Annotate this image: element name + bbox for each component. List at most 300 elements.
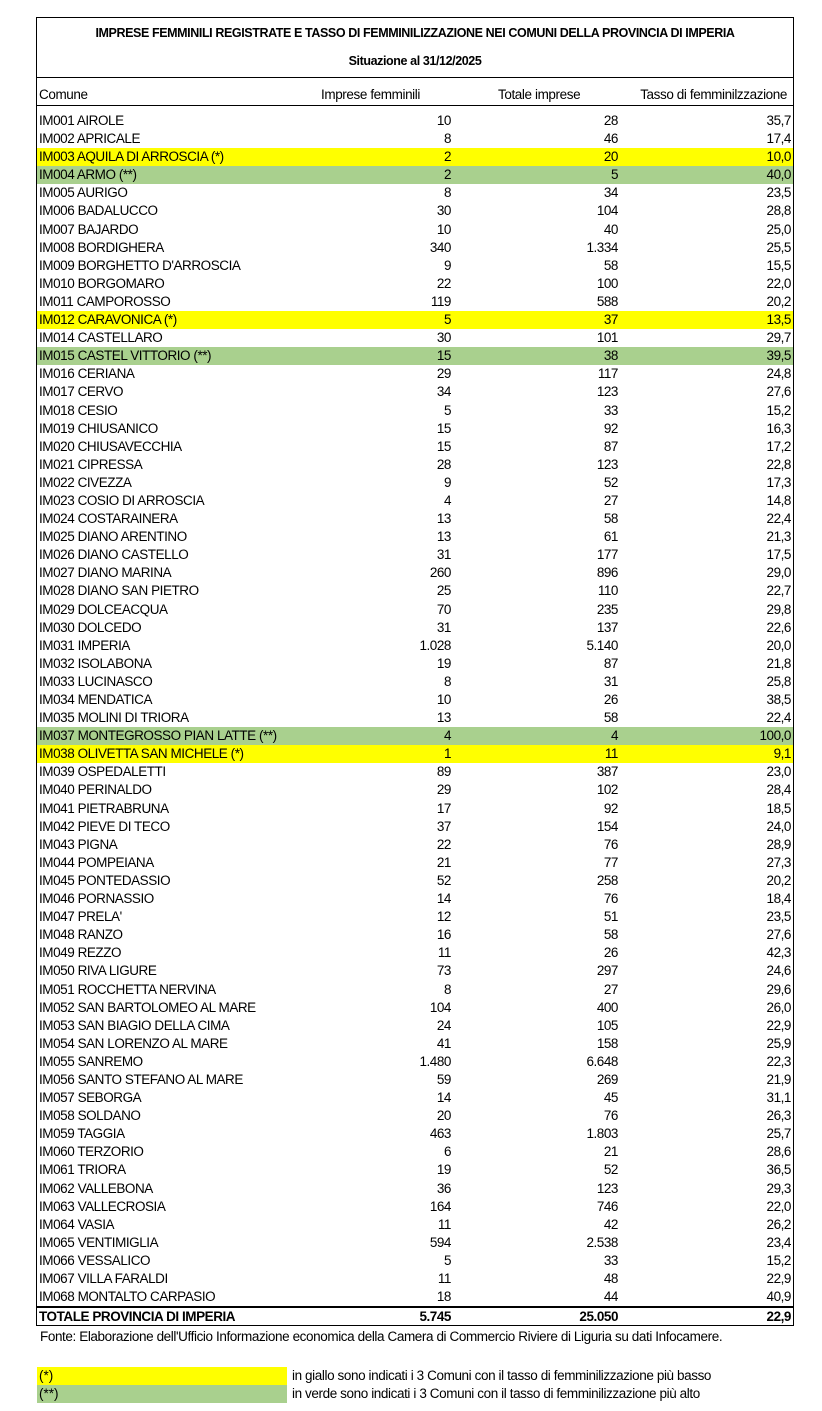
cell-comune: IM056 SANTO STEFANO AL MARE	[39, 1071, 243, 1087]
cell-tasso: 22,0	[766, 275, 791, 291]
cell-comune: IM066 VESSALICO	[39, 1252, 151, 1268]
total-label: TOTALE PROVINCIA DI IMPERIA	[39, 1309, 236, 1325]
table-row	[37, 1234, 793, 1252]
cell-imprese-femminili: 8	[443, 185, 451, 201]
cell-comune: IM068 MONTALTO CARPASIO	[39, 1289, 216, 1305]
cell-imprese-femminili: 10	[436, 221, 451, 237]
cell-totale-imprese: 896	[596, 565, 618, 581]
cell-totale-imprese: 400	[596, 999, 618, 1015]
cell-comune: IM028 DIANO SAN PIETRO	[39, 583, 199, 599]
table-row	[37, 727, 793, 745]
cell-comune: IM047 PRELA'	[39, 909, 122, 925]
cell-imprese-femminili: 28	[436, 456, 451, 472]
table-row	[37, 1198, 793, 1216]
cell-comune: IM045 PONTEDASSIO	[39, 872, 171, 888]
table-row	[37, 1216, 793, 1234]
cell-imprese-femminili: 34	[436, 384, 451, 400]
cell-comune: IM033 LUCINASCO	[39, 673, 153, 689]
table-subtitle: Situazione al 31/12/2025	[348, 54, 482, 68]
cell-imprese-femminili: 16	[436, 927, 451, 943]
cell-comune: IM053 SAN BIAGIO DELLA CIMA	[39, 1017, 230, 1033]
table-row	[37, 148, 793, 166]
cell-comune: IM050 RIVA LIGURE	[39, 963, 157, 979]
cell-comune: IM016 CERIANA	[39, 366, 135, 382]
cell-imprese-femminili: 1.028	[419, 637, 451, 653]
table-row	[37, 1107, 793, 1125]
cell-totale-imprese: 76	[603, 836, 618, 852]
cell-tasso: 22,3	[766, 1053, 791, 1069]
cell-comune: IM040 PERINALDO	[39, 782, 152, 798]
header-imprese-femminili: Imprese femminili	[321, 87, 420, 102]
cell-imprese-femminili: 12	[436, 909, 451, 925]
cell-tasso: 18,4	[766, 891, 791, 907]
cell-imprese-femminili: 4	[443, 492, 451, 508]
cell-totale-imprese: 31	[603, 673, 618, 689]
cell-imprese-femminili: 2	[443, 167, 451, 183]
cell-imprese-femminili: 14	[436, 891, 451, 907]
cell-tasso: 40,9	[766, 1289, 791, 1305]
cell-tasso: 24,0	[766, 818, 791, 834]
cell-comune: IM055 SANREMO	[39, 1053, 143, 1069]
table-row	[37, 673, 793, 691]
cell-totale-imprese: 52	[603, 474, 618, 490]
table-row	[37, 691, 793, 709]
cell-tasso: 26,3	[766, 1108, 791, 1124]
cell-totale-imprese: 102	[596, 782, 618, 798]
cell-tasso: 21,8	[766, 655, 791, 671]
cell-imprese-femminili: 13	[436, 511, 451, 527]
cell-imprese-femminili: 19	[436, 655, 451, 671]
cell-imprese-femminili: 52	[436, 872, 451, 888]
cell-tasso: 24,6	[766, 963, 791, 979]
table-row	[37, 582, 793, 600]
cell-tasso: 22,4	[766, 511, 791, 527]
legend-green-mark: (**)	[39, 1386, 59, 1401]
cell-imprese-femminili: 15	[436, 420, 451, 436]
cell-totale-imprese: 42	[603, 1216, 618, 1232]
table-row	[37, 546, 793, 564]
cell-imprese-femminili: 29	[436, 782, 451, 798]
cell-imprese-femminili: 11	[437, 1216, 451, 1232]
cell-comune: IM025 DIANO ARENTINO	[39, 529, 187, 545]
cell-comune: IM031 IMPERIA	[39, 637, 130, 653]
cell-tasso: 31,1	[766, 1090, 791, 1106]
cell-totale-imprese: 45	[603, 1090, 618, 1106]
table-row	[37, 655, 793, 673]
cell-comune: IM061 TRIORA	[39, 1162, 126, 1178]
cell-imprese-femminili: 104	[429, 999, 451, 1015]
cell-tasso: 28,9	[766, 836, 791, 852]
table-row	[37, 221, 793, 239]
table-row	[37, 510, 793, 528]
cell-comune: IM062 VALLEBONA	[39, 1180, 153, 1196]
cell-totale-imprese: 154	[596, 818, 618, 834]
cell-totale-imprese: 269	[596, 1071, 618, 1087]
cell-totale-imprese: 6.648	[586, 1053, 618, 1069]
cell-tasso: 29,0	[766, 565, 791, 581]
cell-imprese-femminili: 5	[443, 312, 451, 328]
cell-tasso: 25,9	[766, 1035, 791, 1051]
cell-imprese-femminili: 15	[436, 438, 451, 454]
cell-imprese-femminili: 260	[429, 565, 451, 581]
cell-totale-imprese: 58	[603, 257, 618, 273]
table-row	[37, 637, 793, 655]
total-tasso: 22,9	[766, 1309, 791, 1325]
cell-imprese-femminili: 8	[443, 673, 451, 689]
header-totale-imprese: Totale imprese	[498, 87, 581, 102]
cell-tasso: 39,5	[766, 348, 791, 364]
cell-comune: IM057 SEBORGA	[39, 1090, 142, 1106]
table-row	[37, 420, 793, 438]
cell-totale-imprese: 11	[604, 746, 618, 762]
cell-comune: IM067 VILLA FARALDI	[39, 1271, 168, 1286]
cell-tasso: 23,0	[766, 764, 791, 780]
table-row	[37, 456, 793, 474]
cell-comune: IM029 DOLCEACQUA	[39, 601, 168, 617]
cell-comune: IM024 COSTARAINERA	[39, 511, 178, 527]
cell-imprese-femminili: 37	[436, 818, 451, 834]
cell-imprese-femminili: 29	[436, 366, 451, 382]
cell-comune: IM051 ROCCHETTA NERVINA	[39, 981, 216, 997]
cell-comune: IM043 PIGNA	[39, 836, 118, 852]
cell-comune: IM003 AQUILA DI ARROSCIA (*)	[39, 149, 224, 165]
cell-comune: IM052 SAN BARTOLOMEO AL MARE	[39, 999, 256, 1015]
cell-tasso: 16,3	[766, 420, 791, 436]
cell-totale-imprese: 117	[597, 366, 618, 382]
cell-tasso: 18,5	[766, 800, 791, 816]
table-row	[37, 872, 793, 890]
cell-comune: IM064 VASIA	[39, 1216, 115, 1232]
cell-imprese-femminili: 9	[443, 474, 451, 490]
cell-tasso: 20,2	[766, 293, 791, 309]
cell-imprese-femminili: 463	[429, 1126, 451, 1142]
cell-comune: IM001 AIROLE	[39, 113, 124, 128]
cell-comune: IM012 CARAVONICA (*)	[39, 312, 177, 328]
cell-imprese-femminili: 8	[443, 981, 451, 997]
cell-imprese-femminili: 24	[436, 1017, 451, 1033]
cell-totale-imprese: 123	[596, 456, 618, 472]
cell-comune: IM038 OLIVETTA SAN MICHELE (*)	[39, 746, 244, 762]
cell-comune: IM017 CERVO	[39, 384, 124, 400]
cell-imprese-femminili: 21	[436, 854, 451, 870]
cell-tasso: 20,2	[766, 872, 791, 888]
cell-totale-imprese: 26	[603, 692, 618, 707]
cell-totale-imprese: 21	[603, 1144, 618, 1160]
cell-totale-imprese: 588	[596, 293, 618, 309]
cell-imprese-femminili: 594	[429, 1234, 451, 1250]
cell-totale-imprese: 297	[596, 963, 618, 979]
cell-imprese-femminili: 340	[429, 239, 451, 255]
cell-tasso: 29,3	[766, 1180, 791, 1196]
cell-tasso: 28,8	[766, 203, 791, 219]
cell-comune: IM022 CIVEZZA	[39, 474, 132, 490]
table-row	[37, 962, 793, 980]
cell-totale-imprese: 27	[603, 981, 618, 997]
cell-totale-imprese: 123	[596, 384, 618, 400]
cell-comune: IM014 CASTELLARO	[39, 330, 163, 346]
cell-tasso: 22,9	[766, 1017, 791, 1033]
cell-imprese-femminili: 6	[443, 1144, 451, 1160]
cell-totale-imprese: 2.538	[586, 1234, 618, 1250]
cell-comune: IM020 CHIUSAVECCHIA	[39, 438, 182, 454]
cell-tasso: 21,9	[766, 1071, 791, 1087]
cell-tasso: 22,6	[766, 619, 791, 635]
cell-totale-imprese: 87	[603, 438, 618, 454]
cell-imprese-femminili: 70	[436, 601, 451, 617]
cell-tasso: 22,8	[766, 456, 791, 472]
table-row	[37, 745, 793, 763]
cell-imprese-femminili: 25	[436, 583, 451, 599]
cell-imprese-femminili: 19	[436, 1162, 451, 1178]
cell-totale-imprese: 4	[610, 728, 618, 744]
cell-tasso: 38,5	[766, 692, 791, 707]
table-row	[37, 1035, 793, 1053]
cell-imprese-femminili: 20	[436, 1108, 451, 1124]
table-row	[37, 383, 793, 401]
table-header	[37, 78, 793, 106]
cell-totale-imprese: 158	[596, 1035, 618, 1051]
cell-totale-imprese: 87	[603, 655, 618, 671]
header-comune: Comune	[39, 87, 88, 102]
cell-tasso: 27,6	[766, 927, 791, 943]
cell-imprese-femminili: 2	[443, 149, 451, 165]
cell-tasso: 23,4	[766, 1234, 791, 1250]
cell-comune: IM041 PIETRABRUNA	[39, 800, 169, 816]
table-row	[37, 239, 793, 257]
cell-tasso: 22,7	[766, 583, 791, 599]
cell-tasso: 27,3	[766, 854, 791, 870]
cell-comune: IM032 ISOLABONA	[39, 655, 152, 671]
cell-tasso: 14,8	[766, 492, 791, 508]
cell-totale-imprese: 387	[596, 764, 618, 780]
cell-tasso: 15,5	[766, 257, 791, 273]
cell-comune: IM034 MENDATICA	[39, 692, 153, 707]
cell-totale-imprese: 1.334	[586, 239, 618, 255]
table-row	[37, 1252, 793, 1270]
legend-yellow-mark: (*)	[39, 1368, 54, 1383]
cell-tasso: 17,5	[766, 547, 791, 563]
legend-yellow-text: in giallo sono indicati i 3 Comuni con il tasso di femminilizzazione più basso	[292, 1368, 712, 1383]
cell-imprese-femminili: 36	[436, 1180, 451, 1196]
table-row	[37, 709, 793, 727]
cell-tasso: 26,2	[766, 1216, 791, 1232]
cell-totale-imprese: 33	[603, 402, 618, 418]
cell-comune: IM054 SAN LORENZO AL MARE	[39, 1035, 228, 1051]
table-row	[37, 1053, 793, 1071]
cell-totale-imprese: 5	[610, 167, 618, 183]
total-imprese-femminili: 5.745	[419, 1309, 451, 1325]
cell-tasso: 29,6	[766, 981, 791, 997]
table-row	[37, 564, 793, 582]
cell-totale-imprese: 28	[603, 113, 618, 128]
legend-green-swatch	[37, 1385, 287, 1403]
cell-totale-imprese: 100	[596, 275, 618, 291]
cell-totale-imprese: 104	[596, 203, 618, 219]
legend-green-text: in verde sono indicati i 3 Comuni con il tasso di femminilizzazione più alto	[292, 1386, 700, 1401]
cell-totale-imprese: 92	[603, 800, 618, 816]
table-row	[37, 944, 793, 962]
table-row	[37, 601, 793, 619]
cell-imprese-femminili: 59	[436, 1071, 451, 1087]
cell-totale-imprese: 58	[603, 927, 618, 943]
cell-imprese-femminili: 15	[436, 348, 451, 364]
cell-imprese-femminili: 13	[436, 529, 451, 545]
table-body	[37, 106, 793, 1306]
table-row	[37, 890, 793, 908]
cell-comune: IM044 POMPEIANA	[39, 854, 154, 870]
cell-imprese-femminili: 13	[436, 710, 451, 726]
cell-comune: IM027 DIANO MARINA	[39, 565, 172, 581]
cell-imprese-femminili: 164	[429, 1198, 451, 1214]
cell-totale-imprese: 51	[603, 909, 618, 925]
cell-comune: IM042 PIEVE DI TECO	[39, 818, 170, 834]
table-row	[37, 1017, 793, 1035]
cell-totale-imprese: 40	[603, 221, 618, 237]
cell-tasso: 27,6	[766, 384, 791, 400]
table-row	[37, 184, 793, 202]
cell-tasso: 29,7	[766, 330, 791, 346]
cell-tasso: 40,0	[766, 167, 791, 183]
cell-tasso: 36,5	[766, 1162, 791, 1178]
cell-totale-imprese: 77	[603, 854, 618, 870]
cell-comune: IM046 PORNASSIO	[39, 891, 154, 907]
cell-imprese-femminili: 73	[436, 963, 451, 979]
cell-imprese-femminili: 14	[436, 1090, 451, 1106]
table-row	[37, 257, 793, 275]
cell-imprese-femminili: 18	[436, 1289, 451, 1305]
cell-comune: IM006 BADALUCCO	[39, 203, 158, 219]
table-row	[37, 166, 793, 184]
cell-totale-imprese: 76	[603, 1108, 618, 1124]
cell-comune: IM023 COSIO DI ARROSCIA	[39, 492, 205, 508]
table-row	[37, 1143, 793, 1161]
table-row	[37, 1071, 793, 1089]
cell-tasso: 22,4	[766, 710, 791, 726]
table-row	[37, 347, 793, 365]
cell-totale-imprese: 746	[596, 1198, 618, 1214]
cell-imprese-femminili: 1	[443, 746, 451, 762]
cell-comune: IM002 APRICALE	[39, 131, 141, 147]
cell-totale-imprese: 27	[603, 492, 618, 508]
cell-tasso: 25,5	[766, 239, 791, 255]
table-row	[37, 908, 793, 926]
cell-comune: IM009 BORGHETTO D'ARROSCIA	[39, 257, 241, 273]
cell-totale-imprese: 105	[596, 1017, 618, 1033]
cell-tasso: 35,7	[766, 113, 791, 128]
table-row	[37, 1125, 793, 1143]
table-row	[37, 112, 793, 130]
cell-totale-imprese: 110	[597, 583, 618, 599]
cell-comune: IM058 SOLDANO	[39, 1108, 141, 1124]
cell-imprese-femminili: 22	[436, 836, 451, 852]
cell-tasso: 17,3	[766, 474, 791, 490]
cell-imprese-femminili: 119	[430, 293, 451, 309]
table-title-block	[37, 18, 793, 78]
cell-tasso: 25,0	[766, 221, 791, 237]
cell-imprese-femminili: 31	[436, 547, 451, 563]
cell-imprese-femminili: 11	[437, 945, 451, 961]
cell-comune: IM021 CIPRESSA	[39, 456, 143, 472]
cell-comune: IM011 CAMPOROSSO	[39, 293, 171, 309]
cell-comune: IM065 VENTIMIGLIA	[39, 1234, 159, 1250]
table-row	[37, 1089, 793, 1107]
cell-comune: IM063 VALLECROSIA	[39, 1198, 166, 1214]
cell-tasso: 42,3	[766, 945, 791, 961]
cell-comune: IM008 BORDIGHERA	[39, 239, 164, 255]
cell-imprese-femminili: 8	[443, 131, 451, 147]
cell-imprese-femminili: 22	[436, 275, 451, 291]
cell-totale-imprese: 38	[603, 348, 618, 364]
cell-comune: IM018 CESIO	[39, 402, 118, 418]
cell-imprese-femminili: 30	[436, 203, 451, 219]
cell-tasso: 26,0	[766, 999, 791, 1015]
data-table	[36, 17, 794, 1326]
cell-totale-imprese: 26	[603, 945, 618, 961]
header-tasso: Tasso di femminilzzazione	[640, 87, 787, 102]
cell-totale-imprese: 235	[596, 601, 618, 617]
table-row	[37, 818, 793, 836]
table-row	[37, 619, 793, 637]
table-row	[37, 438, 793, 456]
table-row	[37, 130, 793, 148]
table-row	[37, 293, 793, 311]
total-totale-imprese: 25.050	[579, 1309, 618, 1325]
cell-totale-imprese: 123	[596, 1180, 618, 1196]
cell-tasso: 22,9	[766, 1271, 791, 1286]
table-row	[37, 402, 793, 420]
cell-totale-imprese: 258	[596, 872, 618, 888]
cell-tasso: 100,0	[759, 728, 791, 744]
cell-comune: IM015 CASTEL VITTORIO (**)	[39, 348, 212, 364]
source-note: Fonte: Elaborazione dell'Ufficio Informazione economica della Camera di Commercio Riviere di Liguria su dati Infocamere.	[40, 1329, 723, 1344]
table-row	[37, 202, 793, 220]
cell-comune: IM039 OSPEDALETTI	[39, 764, 166, 780]
cell-imprese-femminili: 10	[436, 113, 451, 128]
cell-totale-imprese: 52	[603, 1162, 618, 1178]
cell-totale-imprese: 1.803	[586, 1126, 618, 1142]
table-row	[37, 781, 793, 799]
cell-totale-imprese: 177	[596, 547, 618, 563]
cell-imprese-femminili: 5	[443, 1252, 451, 1268]
cell-totale-imprese: 58	[603, 511, 618, 527]
cell-tasso: 15,2	[766, 1252, 791, 1268]
cell-comune: IM026 DIANO CASTELLO	[39, 547, 189, 563]
table-row	[37, 926, 793, 944]
cell-comune: IM059 TAGGIA	[39, 1126, 125, 1142]
table-row	[37, 311, 793, 329]
cell-comune: IM048 RANZO	[39, 927, 123, 943]
table-row	[37, 1270, 793, 1288]
table-row	[37, 1180, 793, 1198]
cell-imprese-femminili: 1.480	[419, 1053, 451, 1069]
cell-imprese-femminili: 4	[443, 728, 451, 744]
cell-comune: IM060 TERZORIO	[39, 1144, 144, 1160]
cell-totale-imprese: 37	[603, 312, 618, 328]
cell-comune: IM037 MONTEGROSSO PIAN LATTE (**)	[39, 728, 277, 744]
cell-tasso: 13,5	[766, 312, 791, 328]
cell-comune: IM010 BORGOMARO	[39, 275, 165, 291]
cell-imprese-femminili: 9	[443, 257, 451, 273]
cell-tasso: 28,4	[766, 782, 791, 798]
table-row	[37, 836, 793, 854]
table-row	[37, 1288, 793, 1306]
cell-comune: IM049 REZZO	[39, 945, 122, 961]
cell-totale-imprese: 137	[596, 619, 618, 635]
cell-totale-imprese: 44	[603, 1289, 618, 1305]
cell-totale-imprese: 34	[603, 185, 618, 201]
cell-tasso: 17,4	[766, 131, 791, 147]
cell-imprese-femminili: 5	[443, 402, 451, 418]
